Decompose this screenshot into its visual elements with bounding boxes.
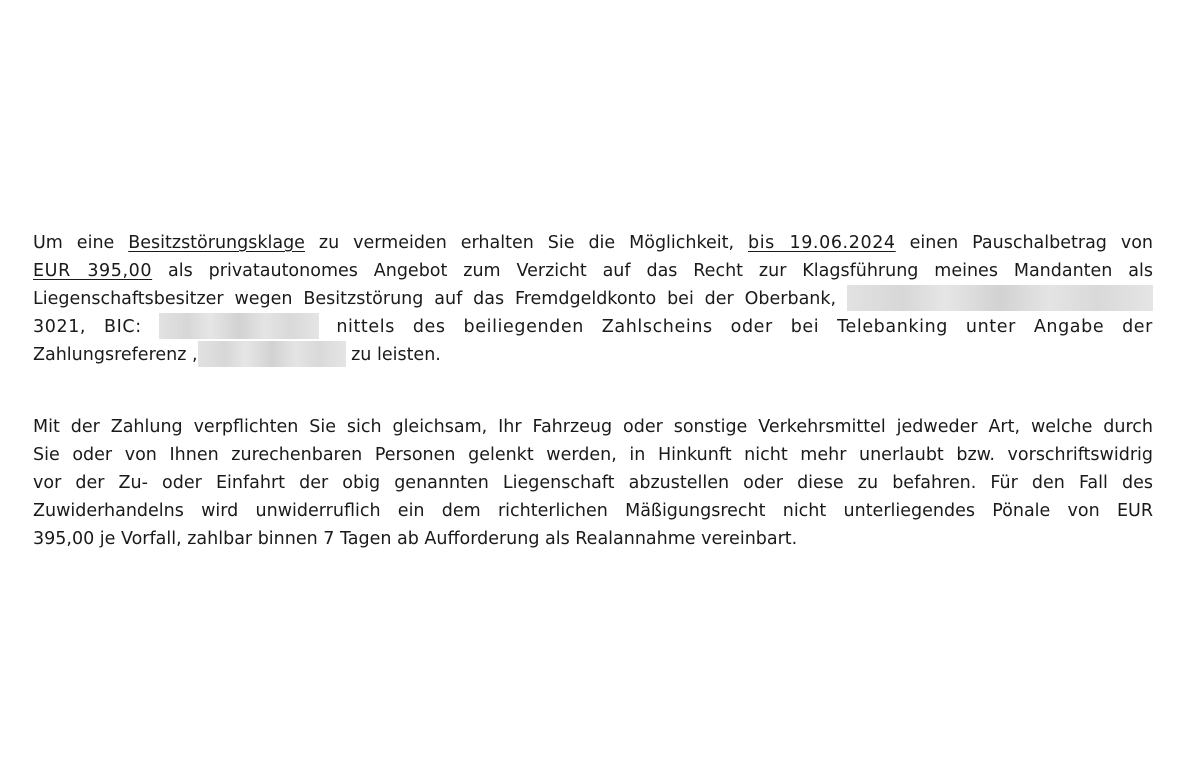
redacted-payment-reference (198, 341, 346, 367)
redacted-account-number (847, 285, 1153, 311)
text-fragment: Um eine (33, 233, 129, 253)
text-fragment: zu vermeiden erhalten Sie die Möglichkeit, (304, 233, 749, 253)
payment-amount: EUR 395,00 (33, 261, 153, 281)
text-fragment: Zahlungsreferenz , (33, 345, 198, 365)
text-fragment: einen Pauschalbetrag von (895, 233, 1154, 253)
text-fragment: als privatautonomes Angebot zum Verzicht auf das Recht zur Klagsführung meines Mandanten als (152, 261, 1153, 281)
text-line (33, 341, 1153, 369)
obligation-paragraph (33, 413, 1153, 553)
text-line (33, 285, 1153, 313)
text-line (33, 229, 1153, 257)
claim-term: Besitzstörungsklage (128, 233, 305, 253)
redacted-bic (159, 313, 319, 339)
text-line: 395,00 je Vorfall, zahlbar binnen 7 Tagen ab Aufforderung als Realannahme vereinbart. (33, 529, 798, 549)
letter-body (33, 229, 1153, 553)
text-line: Mit der Zahlung verpflichten Sie sich gleichsam, Ihr Fahrzeug oder sonstige Verkehrsmittel jedweder Art, welche durch (33, 417, 1153, 437)
payment-deadline: bis 19.06.2024 (748, 233, 896, 253)
text-line (33, 257, 1153, 285)
text-line: Sie oder von Ihnen zurechenbaren Personen gelenkt werden, in Hinkunft nicht mehr unerlaubt bzw. vorschriftswidrig (33, 445, 1153, 465)
text-fragment: Liegenschaftsbesitzer wegen Besitzstörung auf das Fremdgeldkonto bei der Oberbank, (33, 289, 837, 309)
text-line (33, 313, 1153, 341)
paragraph-spacer (33, 369, 1153, 413)
payment-offer-paragraph (33, 229, 1153, 369)
text-line: vor der Zu- oder Einfahrt der obig genannten Liegenschaft abzustellen oder diese zu befahren. Für den Fall des (33, 473, 1153, 493)
text-fragment: nittels des beiliegenden Zahlscheins oder bei Telebanking unter Angabe der (336, 317, 1153, 337)
text-line: Zuwiderhandelns wird unwiderruflich ein dem richterlichen Mäßigungsrecht nicht unterliegendes Pönale von EUR (33, 501, 1153, 521)
text-fragment: zu leisten. (345, 345, 441, 365)
text-fragment: 3021, BIC: (33, 317, 142, 337)
